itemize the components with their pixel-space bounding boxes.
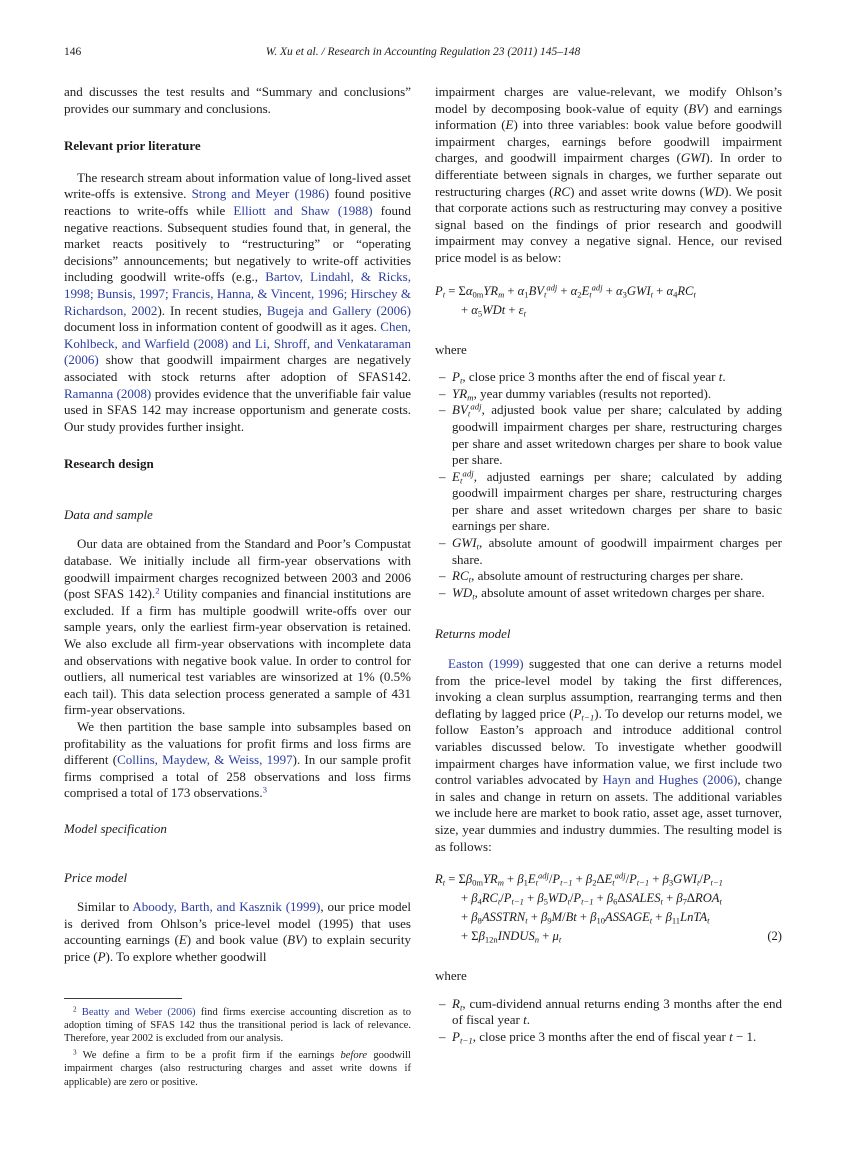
text-segment: β	[517, 872, 524, 887]
text-segment: E	[178, 932, 187, 948]
text-segment: m	[497, 877, 504, 888]
text-segment: 0m	[472, 877, 484, 888]
text-segment: t	[459, 475, 463, 486]
text-segment: .	[722, 369, 726, 385]
text-segment: 5	[543, 896, 548, 907]
article-body	[64, 84, 782, 1092]
definition-item	[439, 585, 782, 602]
text-segment: P	[629, 872, 637, 887]
text-segment: P	[702, 872, 711, 887]
definition-list	[435, 369, 782, 601]
list-dash: –	[439, 584, 446, 600]
paragraph	[435, 656, 782, 855]
text-segment: ) to explain security price (	[64, 932, 412, 964]
text-segment: P	[573, 705, 582, 721]
text-segment: Returns model	[435, 626, 511, 642]
text-segment: +	[523, 891, 538, 906]
equation-line	[435, 927, 782, 946]
text-segment: 7	[682, 896, 687, 907]
text-segment: +	[505, 302, 519, 317]
text-segment: +	[653, 283, 667, 298]
citation-link[interactable]: Bugeja and Gallery (2006)	[266, 302, 411, 318]
text-segment: Bt	[565, 910, 577, 925]
text-segment: document loss in information content of goodwill as it ages.	[64, 319, 381, 335]
text-segment: ). To explore whether goodwill	[105, 948, 267, 964]
text-segment: t	[523, 1012, 527, 1028]
text-segment: t−1	[636, 877, 650, 888]
subsection-heading	[435, 626, 782, 643]
citation-link[interactable]: Bartov, Lindahl, & Ricks, 1998; Bunsis, 1997; Francis, Hanna, & Vincent, 1996; Hirschey & Richardson, 2002	[64, 269, 411, 318]
footnote-ref-link[interactable]: 2	[155, 585, 160, 596]
text-segment: The research stream about information value of long-lived asset write-offs is extensive.	[64, 169, 411, 202]
text-segment: α	[517, 283, 525, 298]
definition-text	[452, 996, 782, 1029]
text-segment: t−1	[581, 712, 595, 723]
text-segment: α	[465, 283, 473, 298]
text-segment: +	[527, 910, 541, 925]
text-segment: Δ	[596, 872, 605, 887]
citation-link[interactable]: Collins, Maydew, & Weiss, 1997	[117, 752, 293, 768]
text-segment: +	[576, 910, 591, 925]
text-segment: +	[461, 302, 472, 317]
text-segment: P	[452, 1028, 460, 1044]
text-segment: 6	[613, 896, 618, 907]
text-segment: β	[471, 891, 478, 906]
text-segment: ASSAGE	[605, 910, 650, 925]
text-segment: t−1	[560, 877, 573, 888]
footnote	[64, 1006, 411, 1046]
definition-list	[435, 996, 782, 1046]
list-dash: –	[439, 535, 446, 551]
text-segment: t	[558, 934, 562, 945]
text-segment: impairment charges are value-relevant, we modify Ohlson’s model by decomposing book-value of equity (	[435, 84, 782, 116]
text-segment: ). To develop our returns model, we follow Easton’s approach and introduce additional control variables discussed below. To investigate whether goodwill impairment charges have information value, we first include two control variables advocated by	[435, 705, 783, 788]
list-dash: –	[439, 568, 446, 584]
text-segment: = Σ	[445, 283, 466, 298]
section-heading	[64, 456, 411, 473]
text-segment: found negative reactions. Subsequent studies found that, in general, the market reacts positively to “restructuring” or “operating decisions” announcements; but negatively to write-off activities including goodwill write-offs (e.g.,	[64, 202, 411, 285]
text-segment: adj	[537, 870, 549, 881]
text-segment: YR	[483, 283, 499, 298]
text-segment: β	[665, 910, 672, 925]
text-segment: t−1	[710, 877, 723, 888]
text-segment: YR	[483, 872, 498, 887]
paragraph	[64, 536, 411, 719]
text-segment: 1	[523, 877, 528, 888]
text-segment: + Σ	[461, 929, 479, 944]
text-segment: 3	[622, 288, 627, 299]
text-segment: 12n	[484, 934, 498, 945]
text-segment: E	[581, 283, 590, 298]
definition-text	[452, 402, 782, 468]
text-segment: ). In order to differentiate between signals in charges, we further separate out restructuring charges (	[435, 150, 782, 199]
text-segment: suggested that one can derive a returns model from the price-level model by taking the first differences, invoking a clean surplus assumption, rearranging terms and then deflating by lagged price (	[435, 656, 782, 721]
definition-item	[439, 402, 782, 468]
text-segment: YR	[452, 385, 468, 401]
text-segment: 10	[596, 915, 605, 926]
text-segment: t	[535, 877, 538, 888]
text-segment: 2	[592, 877, 597, 888]
text-segment: E	[527, 872, 536, 887]
text-segment: .	[526, 1012, 530, 1028]
equation-line	[435, 301, 782, 320]
definition-item	[439, 996, 782, 1029]
text-segment: found positive reactions to write-offs while	[64, 186, 411, 218]
text-segment: WDt	[482, 302, 506, 317]
text-segment: RC	[481, 891, 498, 906]
text-segment: 3	[73, 1048, 77, 1057]
definition-item	[439, 469, 782, 535]
text-segment: P	[552, 872, 561, 887]
text-segment: t	[442, 288, 446, 299]
text-segment: +	[662, 891, 677, 906]
text-segment: t−1	[459, 1035, 473, 1046]
text-segment: /	[548, 872, 553, 887]
text-segment: adj	[546, 282, 558, 293]
text-segment: BV	[688, 100, 705, 116]
text-segment: GWI	[673, 872, 697, 887]
subsection-heading	[64, 870, 411, 887]
definition-text	[452, 369, 782, 386]
text-segment: t	[459, 1002, 463, 1013]
text-segment: ) and asset write downs (	[570, 183, 704, 199]
text-segment: t	[472, 591, 475, 602]
text-segment: − 1.	[732, 1028, 757, 1044]
text-segment: ). In recent studies,	[157, 302, 267, 318]
definition-text	[452, 535, 782, 568]
citation-link[interactable]: Beatty and Weber (2006)	[81, 1006, 196, 1018]
text-segment: t	[497, 896, 501, 907]
text-segment: We define a firm to be a profit firm if the earnings	[76, 1049, 341, 1061]
text-segment: 4	[477, 896, 482, 907]
text-segment: , absolute amount of goodwill impairment charges per share.	[452, 535, 782, 567]
citation-link[interactable]: Easton (1999)	[448, 656, 524, 672]
text-segment: , change in sales and change in return on assets. The additional variables we include here are market to book ratio, asset age, asset turnover, size, year dummies and industry dummies. The resulting model is as follows:	[435, 772, 782, 854]
text-segment: and discusses the test results and “Summary and conclusions” provides our summary and conclusions.	[64, 84, 411, 116]
text-segment: BV	[528, 283, 544, 298]
text-segment: m	[467, 392, 474, 403]
text-segment: β	[537, 891, 544, 906]
text-segment: β	[585, 872, 593, 887]
text-segment: m	[498, 288, 505, 299]
text-segment: 3	[668, 877, 674, 888]
text-segment: WD	[703, 183, 725, 199]
definition-text	[452, 1029, 782, 1046]
text-segment: provides evidence that the unverifiable fair value used in SFAS 142 may increase opportunism and generate costs. Our study provides further insight.	[64, 385, 411, 434]
text-segment: E	[604, 872, 613, 887]
text-segment: +	[461, 910, 472, 925]
equation-number: (2)	[767, 929, 782, 944]
text-segment: +	[602, 283, 616, 298]
text-segment: n	[534, 934, 540, 945]
text-segment: t−1	[581, 896, 594, 907]
text-segment: SALES	[625, 891, 661, 906]
list-dash: –	[439, 995, 446, 1011]
definition-item	[439, 369, 782, 386]
text-segment: α	[666, 283, 674, 298]
text-segment: t	[649, 915, 653, 926]
text-segment: +	[461, 891, 472, 906]
text-segment: RC	[677, 283, 694, 298]
text-segment: Research design	[64, 456, 154, 472]
text-segment: Our data are obtained from the Standard and Poor’s Compustat database. We initially include all firm-year observations with goodwill impairment charges recognized between 2003 and 2006 (post SFAS 142).	[64, 536, 411, 602]
text-segment: 5	[477, 307, 483, 318]
text-segment: , absolute amount of restructuring charges per share.	[471, 568, 744, 584]
equation	[435, 870, 782, 946]
left-column	[64, 84, 411, 1092]
text-segment: WD	[547, 891, 568, 906]
text-segment: t	[459, 375, 463, 386]
text-segment: t	[589, 288, 592, 299]
text-segment: 2	[73, 1004, 77, 1013]
text-segment: +	[572, 872, 586, 887]
text-segment: β	[478, 929, 485, 944]
text-segment: t	[718, 369, 723, 385]
definition-item	[439, 386, 782, 403]
definition-text	[452, 386, 782, 403]
text-segment: /	[699, 872, 703, 887]
definition-text	[452, 585, 782, 602]
text-segment: /	[625, 872, 630, 887]
equation-line	[435, 908, 782, 927]
text-segment: RC	[452, 568, 469, 584]
text-segment: t	[660, 896, 663, 907]
text-segment: , adjusted book value per share; calculated by adding goodwill impairment charges per share, restructuring charges per share and asset writedown charges per share to book value per share.	[452, 402, 782, 468]
text-segment: β	[471, 910, 478, 925]
text-segment: α	[570, 283, 578, 298]
text-segment: t	[525, 915, 528, 926]
page-number: 146	[64, 46, 82, 58]
text-segment: , adjusted earnings per share; calculated by adding goodwill impairment charges per share, restructuring charges per share and asset writedown charges per share to basic earnings per share.	[452, 468, 782, 534]
text-segment: +	[649, 872, 663, 887]
text-segment: 8	[477, 915, 482, 926]
footnote-rule	[64, 998, 182, 999]
text-segment: RC	[553, 183, 571, 199]
footnote-ref-link[interactable]: 3	[262, 784, 267, 795]
definition-text	[452, 568, 782, 585]
subsection-heading	[64, 821, 411, 838]
text-segment: E	[452, 468, 460, 484]
paragraph	[435, 968, 782, 985]
text-segment: P	[503, 891, 512, 906]
text-segment: 2	[577, 288, 582, 299]
text-segment: adj	[591, 282, 603, 293]
text-segment: GWI	[452, 535, 477, 551]
text-segment: E	[505, 117, 514, 133]
list-dash: –	[439, 369, 446, 385]
text-segment: R	[452, 995, 460, 1011]
text-segment: t−1	[511, 896, 524, 907]
text-segment: 11	[671, 915, 681, 926]
equation-line	[435, 889, 782, 908]
text-segment: /	[500, 891, 504, 906]
citation-link[interactable]: Elliott and Shaw (1988)	[233, 202, 373, 218]
text-segment: α	[615, 283, 623, 298]
citation-link[interactable]: Hayn and Hughes (2006)	[602, 772, 738, 788]
text-segment: , close price 3 months after the end of fiscal year	[462, 369, 719, 385]
equation-line	[435, 870, 782, 889]
text-segment: t	[650, 288, 654, 299]
text-segment: LnTA	[680, 910, 708, 925]
paragraph	[435, 342, 782, 359]
text-segment: Similar to	[77, 899, 133, 915]
text-segment: t	[719, 896, 722, 907]
paragraph	[435, 84, 782, 267]
text-segment: t	[612, 877, 615, 888]
text-segment: 1	[524, 288, 529, 299]
text-segment: β	[662, 872, 669, 887]
text-segment: BV	[452, 402, 468, 418]
text-segment: β	[676, 891, 683, 906]
text-segment: WD	[452, 584, 473, 600]
section-heading	[64, 138, 411, 155]
text-segment: β	[541, 910, 548, 925]
text-segment: INDUS	[497, 929, 535, 944]
text-segment: , cum-dividend annual returns ending 3 months after the end of fiscal year	[452, 995, 782, 1028]
text-segment: ). We posit that corporate actions such as restructuring may convey a positive signal based on the findings of prior research and goodwill impairment may convey a negative signal. Hence, our revised price model is as below:	[435, 183, 783, 265]
text-segment: ). In our sample profit firms comprised a total of 258 observations and loss firms comprised a total of 173 observations.	[64, 752, 411, 801]
text-segment: Price model	[64, 869, 128, 885]
list-dash: –	[439, 385, 446, 401]
text-segment: β	[606, 891, 614, 906]
text-segment: +	[593, 891, 607, 906]
text-segment: Utility companies and financial institutions are excluded. If a firm has multiple goodwill write-offs over our sample years, only the earliest firm-year observation is retained. We also exclude all firm-year observations with incomplete data and observations with negative book value. In order to control for outliers, all numerical test variables are winsorized at 1% (0.5% each tail). This data selection process generated a sample of 431 firm-year observations.	[64, 586, 411, 718]
text-segment: ) and earnings information (	[435, 100, 783, 133]
text-segment: t	[442, 877, 446, 888]
text-segment: t	[729, 1028, 733, 1044]
definition-item	[439, 535, 782, 568]
paragraph	[64, 84, 411, 117]
text-segment: /	[562, 910, 566, 925]
definition-item	[439, 568, 782, 585]
text-segment: t	[567, 896, 570, 907]
text-segment: α	[471, 302, 478, 317]
text-segment: Relevant prior literature	[64, 138, 201, 154]
text-segment: ) and book value (	[186, 932, 288, 948]
text-segment: Model specification	[64, 820, 167, 836]
list-dash: –	[439, 468, 446, 484]
text-segment: adj	[614, 870, 626, 881]
running-head: W. Xu et al. / Research in Accounting Regulation 23 (2011) 145–148	[265, 46, 581, 58]
text-segment: P	[435, 283, 443, 298]
list-dash: –	[439, 402, 446, 418]
citation-link[interactable]: Aboody, Barth, and Kasznik (1999)	[132, 899, 321, 915]
text-segment: t	[468, 574, 472, 585]
text-segment: ASSTRN	[481, 910, 526, 925]
text-segment: , absolute amount of asset writedown charges per share.	[474, 584, 765, 600]
citation-link[interactable]: Chen, Kohlbeck, and Warfield (2008) and Li, Shroff, and Venkataraman (2006)	[64, 319, 411, 368]
text-segment: μ	[552, 929, 559, 944]
text-segment: +	[503, 872, 518, 887]
text-segment: P	[452, 369, 460, 385]
text-segment: where	[435, 968, 467, 984]
page-header	[64, 46, 782, 58]
text-segment: t	[696, 877, 700, 888]
text-segment: t	[693, 288, 696, 299]
text-segment: t	[543, 288, 547, 299]
text-segment: goodwill impairment charges (also restructuring charges and asset write downs if applicable) are zero or positive.	[64, 1049, 411, 1088]
text-segment: P	[97, 948, 106, 964]
text-segment: find firms exercise accounting discretion as to adoption timing of SFAS 142 thus the transitional period is lack of relevance. Therefore, year 2002 is excluded from our analysis.	[64, 1006, 412, 1045]
text-segment: Δ	[617, 891, 626, 906]
text-segment: t	[476, 541, 479, 552]
text-segment: adj	[470, 401, 482, 412]
text-segment: +	[539, 929, 553, 944]
equation	[435, 282, 782, 320]
footnote	[64, 1049, 411, 1089]
text-segment: t	[467, 408, 471, 419]
text-segment: = Σ	[445, 872, 466, 887]
text-segment: where	[435, 341, 467, 357]
paragraph	[64, 899, 411, 965]
paragraph	[64, 170, 411, 436]
text-segment: , year dummy variables (results not reported).	[473, 385, 712, 401]
citation-link[interactable]: Ramanna (2008)	[64, 385, 152, 401]
list-dash: –	[439, 1028, 446, 1044]
text-segment: 4	[673, 288, 678, 299]
text-segment: adj	[462, 468, 474, 479]
text-segment: +	[504, 283, 518, 298]
text-segment: , close price 3 months after the end of fiscal year	[472, 1028, 730, 1044]
text-segment: before	[340, 1049, 368, 1061]
text-segment: show that goodwill impairment charges are negatively associated with stock returns after adoption of SFAS142.	[64, 352, 411, 384]
text-segment: ε	[518, 302, 524, 317]
equation-line	[435, 282, 782, 301]
text-segment: GWI	[680, 150, 706, 166]
text-segment: t	[523, 307, 527, 318]
text-segment: ) into three variables: book value before goodwill impairment charges, earnings before goodwill impairment charges, and goodwill impairment charges (	[435, 117, 782, 166]
right-column	[435, 84, 782, 1092]
text-segment: R	[435, 872, 443, 887]
citation-link[interactable]: Strong and Meyer (1986)	[191, 186, 330, 202]
text-segment: M	[551, 910, 563, 925]
text-segment: , our price model is derived from Ohlson’s price-level model (1995) that uses accounting earnings (	[64, 899, 412, 948]
text-segment: /	[569, 891, 574, 906]
paragraph	[64, 719, 411, 802]
text-segment: +	[652, 910, 666, 925]
text-segment: Data and sample	[64, 506, 153, 522]
text-segment: GWI	[626, 283, 651, 298]
text-segment: β	[590, 910, 597, 925]
text-segment: We then partition the base sample into subsamples based on profitability as the valuations for profit firms and loss firms are different (	[64, 719, 411, 768]
text-segment: 9	[547, 915, 552, 926]
text-segment: BV	[287, 932, 304, 948]
text-segment: β	[465, 872, 473, 887]
text-segment: Δ	[686, 891, 695, 906]
text-segment: 0m	[472, 288, 484, 299]
text-segment: +	[557, 283, 571, 298]
text-segment: t	[707, 915, 710, 926]
subsection-heading	[64, 507, 411, 524]
text-segment: ROA	[695, 891, 720, 906]
text-segment: P	[573, 891, 582, 906]
definition-item	[439, 1029, 782, 1046]
definition-text	[452, 469, 782, 535]
